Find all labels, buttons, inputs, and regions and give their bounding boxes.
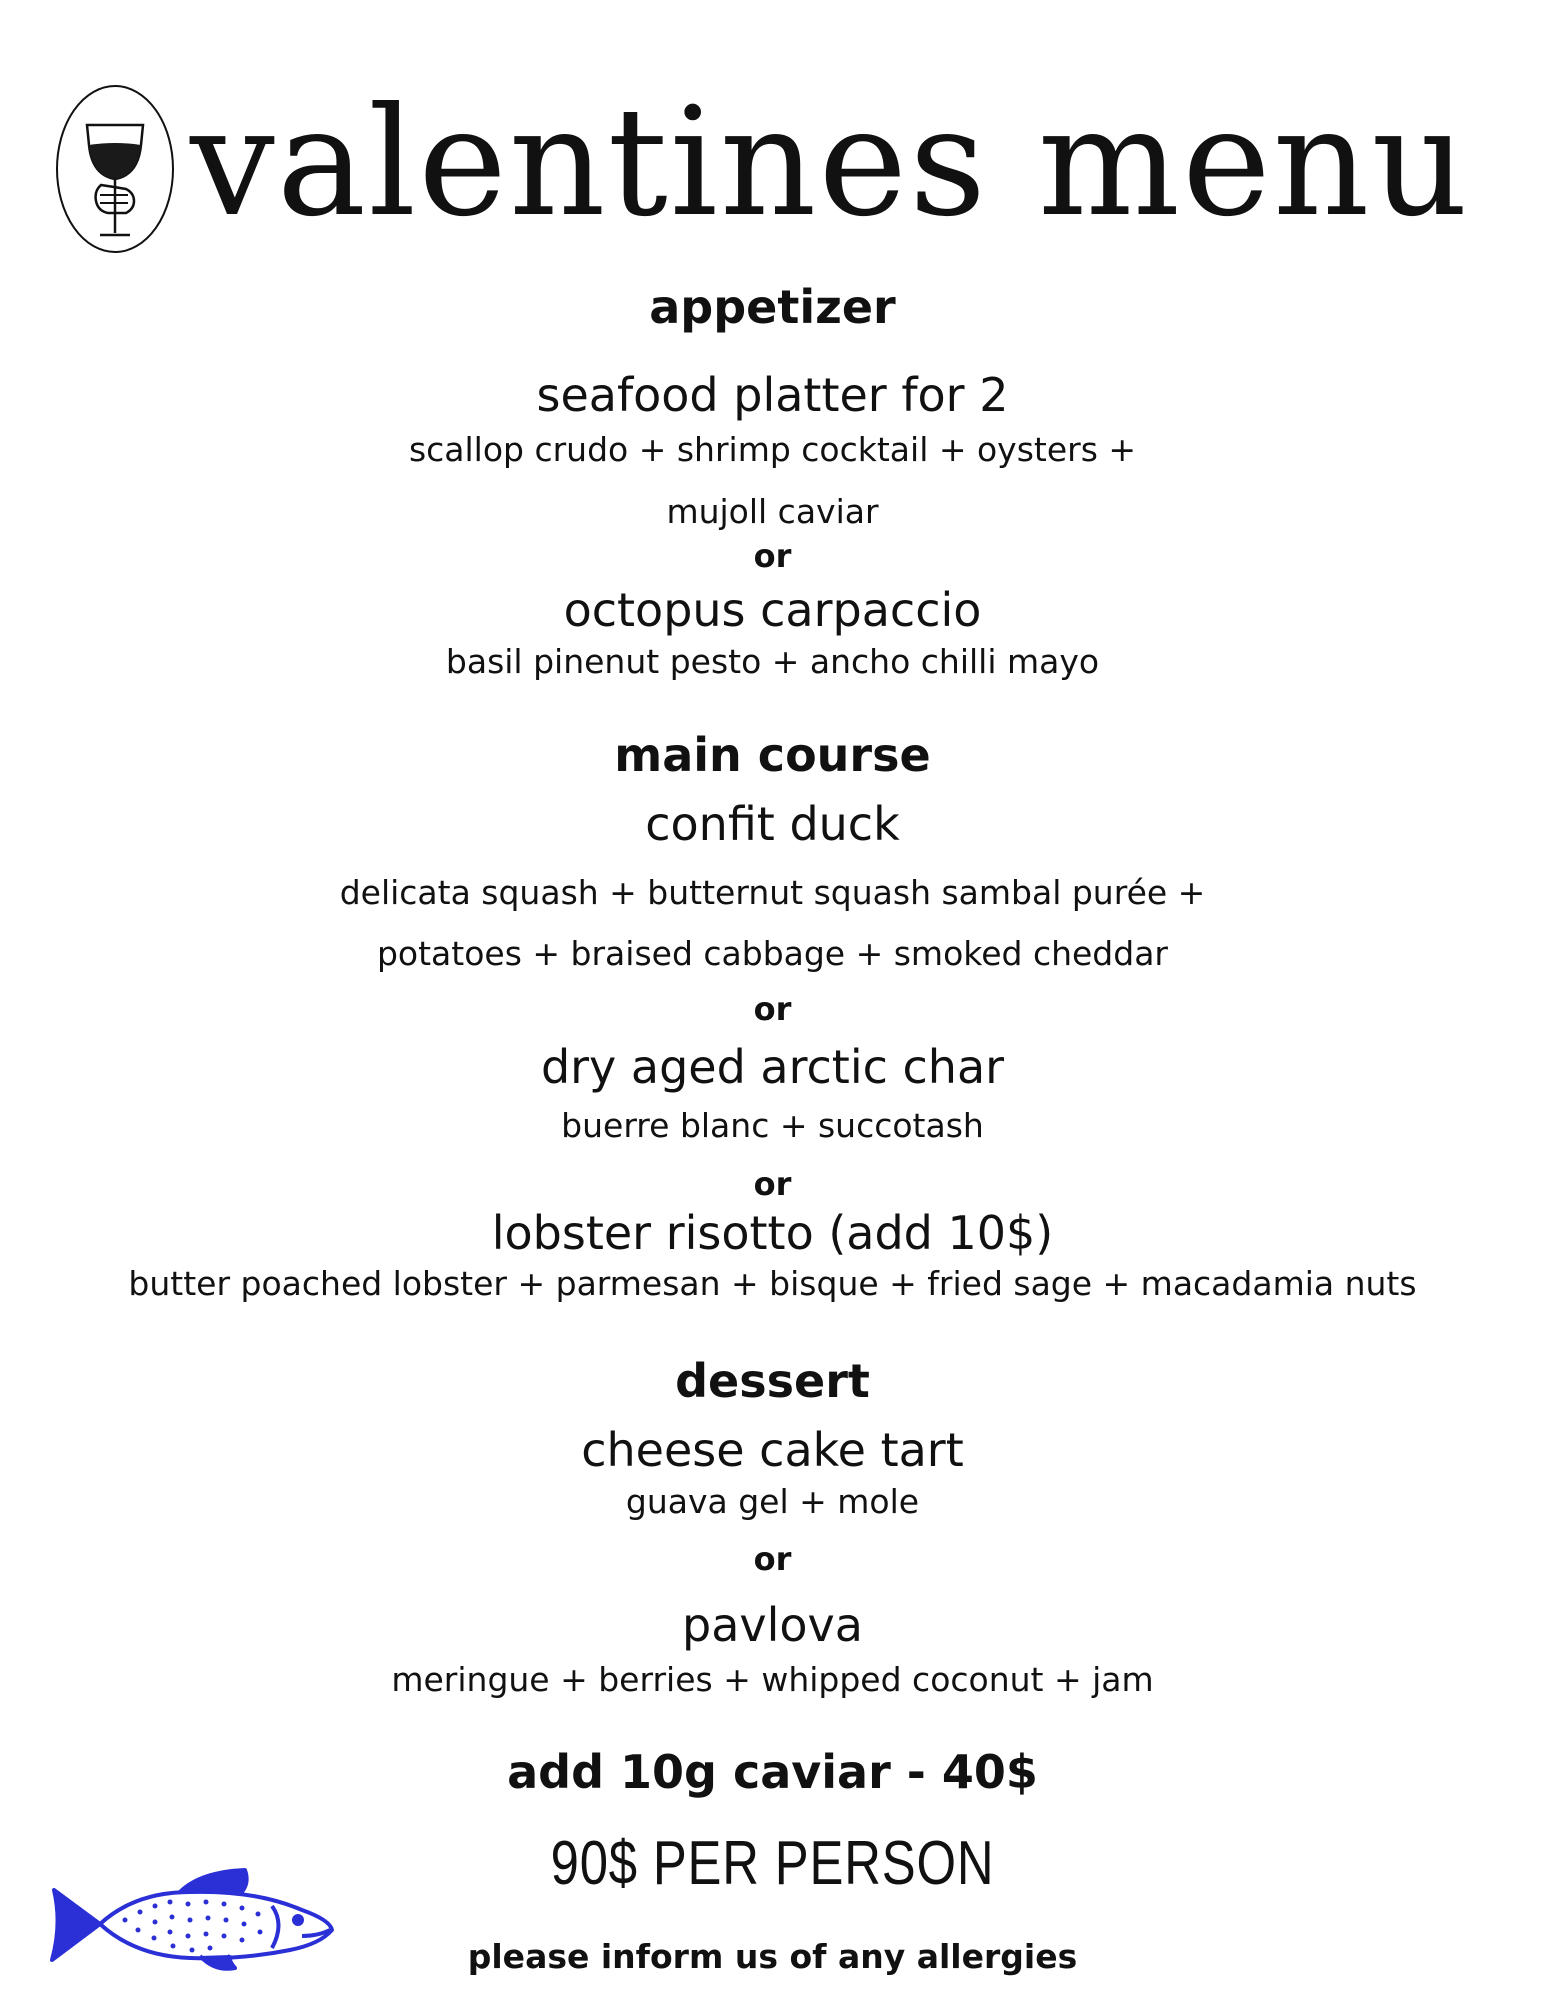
- wine-glass-hand-icon: [54, 83, 176, 255]
- pavlova-name: pavlova: [682, 1598, 863, 1652]
- lobster-risotto-desc: butter poached lobster + parmesan + bisque + fried sage + macadamia nuts: [128, 1264, 1417, 1303]
- or-separator: or: [753, 1165, 792, 1203]
- menu-title: valentines menu: [190, 76, 1471, 250]
- fish-illustration-icon: [40, 1862, 345, 1987]
- seafood-platter-desc-2: mujoll caviar: [666, 492, 879, 531]
- arctic-char-desc: buerre blanc + succotash: [561, 1106, 984, 1145]
- or-separator: or: [753, 990, 792, 1028]
- confit-duck-name: confit duck: [645, 797, 900, 851]
- lobster-risotto-name: lobster risotto (add 10$): [491, 1206, 1054, 1260]
- dessert-heading: dessert: [675, 1354, 870, 1408]
- seafood-platter-name: seafood platter for 2: [536, 368, 1009, 422]
- cheese-cake-tart-desc: guava gel + mole: [625, 1482, 920, 1521]
- arctic-char-name: dry aged arctic char: [540, 1040, 1005, 1094]
- cheese-cake-tart-name: cheese cake tart: [581, 1423, 964, 1477]
- seafood-platter-desc-1: scallop crudo + shrimp cocktail + oysters +: [408, 430, 1137, 469]
- octopus-carpaccio-desc: basil pinenut pesto + ancho chilli mayo: [445, 642, 1100, 681]
- allergy-note: please inform us of any allergies: [467, 1937, 1078, 1976]
- appetizer-heading: appetizer: [649, 280, 896, 334]
- or-separator: or: [753, 1540, 792, 1578]
- price-per-person: 90$ PER PERSON: [550, 1829, 995, 1898]
- pavlova-desc: meringue + berries + whipped coconut + jam: [391, 1660, 1154, 1699]
- main-course-heading: main course: [614, 728, 931, 782]
- caviar-addon: add 10g caviar - 40$: [507, 1745, 1038, 1799]
- octopus-carpaccio-name: octopus carpaccio: [563, 583, 982, 637]
- or-separator: or: [753, 537, 792, 575]
- confit-duck-desc-2: potatoes + braised cabbage + smoked cheddar: [376, 934, 1168, 973]
- confit-duck-desc-1: delicata squash + butternut squash sambal purée +: [339, 873, 1206, 912]
